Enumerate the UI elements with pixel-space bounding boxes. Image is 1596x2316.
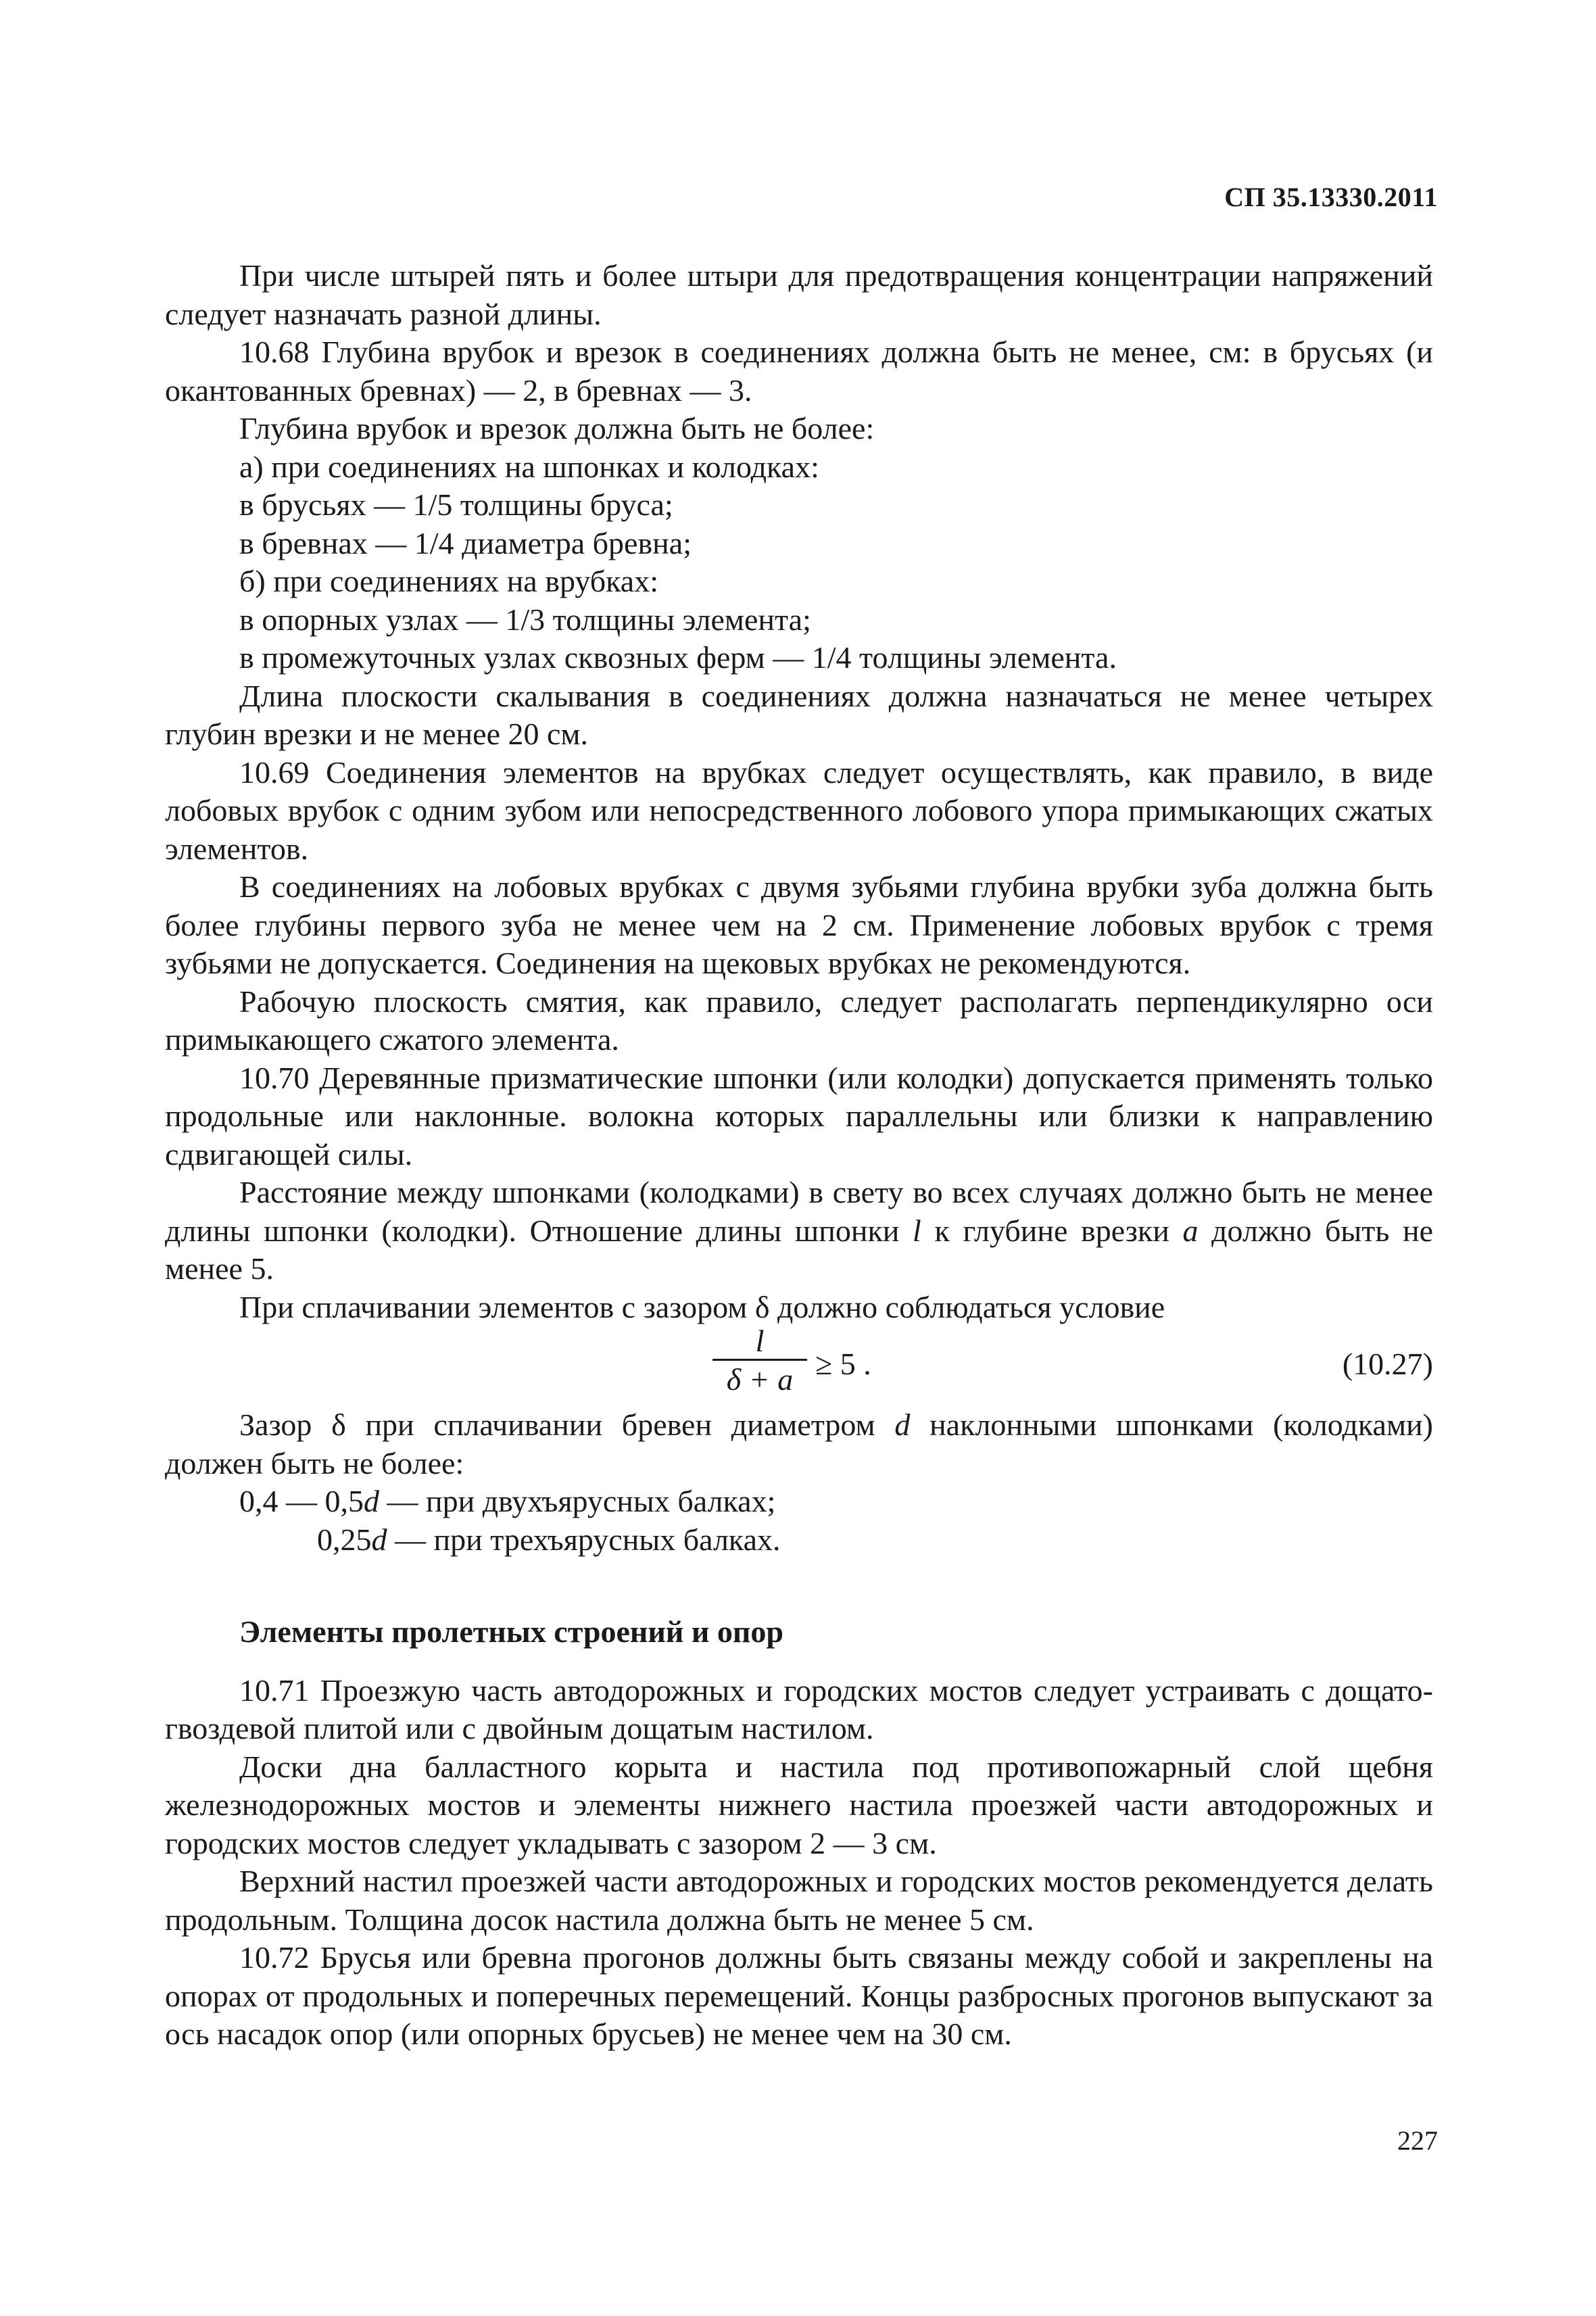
variable-a: a xyxy=(1182,1213,1199,1248)
text-run: — при трехъярусных балках. xyxy=(387,1522,781,1557)
paragraph: При числе штырей пять и более штыри для предотвращения концентрации напряжений следует назначать разной длины. xyxy=(165,258,1433,331)
list-item xyxy=(165,1521,1433,1560)
document-body xyxy=(165,257,1433,2054)
list-item: а) при соединениях на шпонках и колодках: xyxy=(239,449,819,484)
spacer xyxy=(165,1559,1433,1608)
clause-10-71: 10.71 Проезжую часть автодорожных и городских мостов следует устраивать с дощато-гвоздевой плитой или с двойным дощатым настилом. xyxy=(165,1672,1433,1745)
fraction-denominator: δ + a xyxy=(712,1359,807,1399)
document-code: СП 35.13330.2011 xyxy=(1224,182,1438,212)
page-number: 227 xyxy=(1397,2125,1438,2156)
formula-10-27 xyxy=(165,1326,1433,1406)
list-item: б) при соединениях на врубках: xyxy=(239,564,658,598)
clause-10-72: 10.72 Брусья или бревна прогонов должны быть связаны между собой и закреплены на опорах от продольных и поперечных перемещений. Концы разбросных прогонов выпускают за ось насадок опор (или опорных брусьев) не менее чем на 30 см. xyxy=(165,1940,1433,2051)
text-run: Расстояние между шпонками (колодками) в свету во всех случаях должно быть не менее длины шпонки (колодки). Отношение длины шпонки xyxy=(165,1175,1433,1248)
variable-l: l xyxy=(913,1213,921,1248)
paragraph: В соединениях на лобовых врубках с двумя зубьями глубина врубки зуба должна быть более глубины первого зуба не менее чем на 2 см. Применение лобовых врубок с тремя зубьями не допускается. Соединения на щековых врубках не рекомендуются. xyxy=(165,869,1433,980)
clause-10-68: 10.68 Глубина врубок и врезок в соединениях должна быть не менее, см: в брусьях (и окантованных бревнах) — 2, в бревнах — 3. xyxy=(165,335,1433,408)
equation-number: (10.27) xyxy=(1342,1347,1433,1381)
paragraph: Длина плоскости скалывания в соединениях должна назначаться не менее четырех глубин врезки и не менее 20 см. xyxy=(165,678,1433,751)
formula-relation: ≥ 5 . xyxy=(815,1347,871,1381)
text-run: 0,25 xyxy=(317,1522,372,1557)
list-item: в брусьях — 1/5 толщины бруса; xyxy=(239,487,673,522)
paragraph: Доски дна балластного корыта и настила под противопожарный слой щебня железнодорожных мостов и элементы нижнего настила проезжей части автодорожных и городских мостов следует укладывать с зазором 2 — 3 см. xyxy=(165,1749,1433,1860)
paragraph xyxy=(165,1174,1433,1288)
list-item: в опорных узлах — 1/3 толщины элемента; xyxy=(239,602,811,637)
variable-d: d xyxy=(894,1407,911,1442)
clause-10-70: 10.70 Деревянные призматические шпонки (или колодки) допускается применять только продольные или наклонные. волокна которых параллельны или близки к направлению сдвигающей силы. xyxy=(165,1060,1433,1172)
list-item xyxy=(165,1482,1433,1521)
text-run: должно быть не менее 5. xyxy=(165,1213,1434,1286)
paragraph: Верхний настил проезжей части автодорожных и городских мостов рекомендуется делать продольным. Толщина досок настила должна быть не менее 5 см. xyxy=(165,1864,1433,1937)
list-item: в бревнах — 1/4 диаметра бревна; xyxy=(239,525,692,560)
text-run: наклонными шпонками (колодками) должен быть не более: xyxy=(165,1407,1433,1480)
fraction-numerator: l xyxy=(755,1324,765,1358)
text-run: — при двухъярусных балках; xyxy=(379,1484,776,1518)
list-item: в промежуточных узлах сквозных ферм — 1/4 толщины элемента. xyxy=(239,640,1117,675)
spacer xyxy=(165,1651,1433,1672)
section-title: Элементы пролетных строений и опор xyxy=(239,1614,783,1649)
variable-d: d xyxy=(364,1484,379,1518)
text-run: к глубине врезки xyxy=(921,1213,1183,1248)
paragraph: При сплачивании элементов с зазором δ должно соблюдаться условие xyxy=(239,1289,1165,1324)
variable-d: d xyxy=(371,1522,387,1557)
text-run: Зазор δ при сплачивании бревен диаметром xyxy=(239,1407,895,1442)
paragraph xyxy=(165,1406,1433,1482)
text-run: 0,4 — 0,5 xyxy=(239,1484,364,1518)
clause-10-69: 10.69 Соединения элементов на врубках следует осуществлять, как правило, в виде лобовых врубок с одним зубом или непосредственного лобового упора примыкающих сжатых элементов. xyxy=(165,754,1433,866)
fraction xyxy=(712,1324,807,1399)
paragraph: Глубина врубок и врезок должна быть не более: xyxy=(239,411,875,445)
paragraph: Рабочую плоскость смятия, как правило, следует располагать перпендикулярно оси примыкающего сжатого элемента. xyxy=(165,984,1433,1057)
